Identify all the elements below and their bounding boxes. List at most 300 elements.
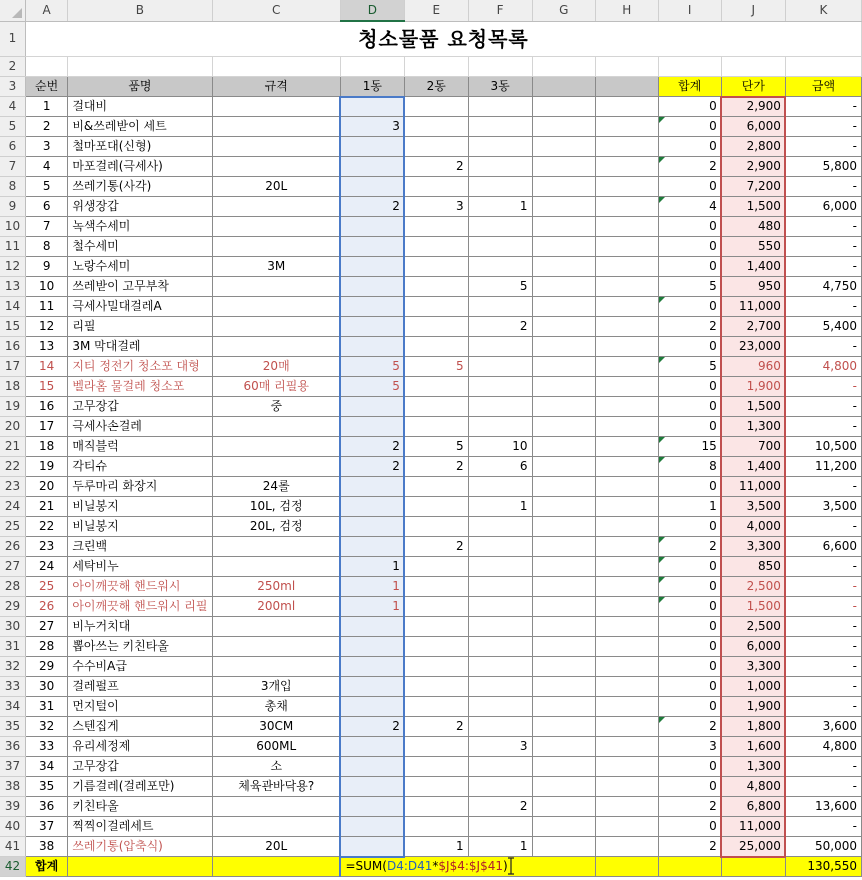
cell-g[interactable] xyxy=(532,337,596,357)
cell-g[interactable] xyxy=(532,737,596,757)
cell-unit-price[interactable]: 11,000 xyxy=(721,817,785,837)
cell-unit-price[interactable]: 950 xyxy=(721,277,785,297)
cell-spec[interactable]: 20L xyxy=(212,837,340,857)
cell-building-1[interactable]: 5 xyxy=(340,357,404,377)
row-header[interactable]: 31 xyxy=(0,637,25,657)
cell-spec[interactable] xyxy=(212,117,340,137)
cell-amount[interactable]: - xyxy=(785,617,861,637)
cell[interactable] xyxy=(785,57,861,77)
cell-sum[interactable]: 2 xyxy=(658,537,721,557)
cell-sum[interactable]: 0 xyxy=(658,757,721,777)
cell-h[interactable] xyxy=(596,297,658,317)
cell-sum[interactable]: 0 xyxy=(658,557,721,577)
row-header[interactable]: 30 xyxy=(0,617,25,637)
cell-building-3[interactable]: 1 xyxy=(468,497,532,517)
cell-building-1[interactable]: 1 xyxy=(340,597,404,617)
cell-sum[interactable]: 0 xyxy=(658,617,721,637)
cell[interactable] xyxy=(404,57,468,77)
row-header[interactable]: 8 xyxy=(0,177,25,197)
cell-amount[interactable]: 6,600 xyxy=(785,537,861,557)
cell-g[interactable] xyxy=(532,757,596,777)
cell-building-1[interactable] xyxy=(340,777,404,797)
cell-unit-price[interactable]: 11,000 xyxy=(721,477,785,497)
cell-no[interactable]: 38 xyxy=(25,837,67,857)
cell-spec[interactable] xyxy=(212,137,340,157)
cell-item-name[interactable]: 지티 정전기 청소포 대형 xyxy=(68,357,212,377)
cell-item-name[interactable]: 3M 막대걸레 xyxy=(68,337,212,357)
cell-unit-price[interactable]: 480 xyxy=(721,217,785,237)
cell-building-2[interactable] xyxy=(404,517,468,537)
cell-amount[interactable]: 6,000 xyxy=(785,197,861,217)
cell-building-1[interactable] xyxy=(340,237,404,257)
cell-g[interactable] xyxy=(532,657,596,677)
cell-h[interactable] xyxy=(596,277,658,297)
row-header[interactable]: 5 xyxy=(0,117,25,137)
header-unit-price[interactable]: 단가 xyxy=(721,77,785,97)
cell-building-1[interactable] xyxy=(340,637,404,657)
cell-h[interactable] xyxy=(596,117,658,137)
cell-no[interactable]: 34 xyxy=(25,757,67,777)
cell-no[interactable]: 7 xyxy=(25,217,67,237)
cell-building-1[interactable] xyxy=(340,257,404,277)
cell-building-2[interactable]: 1 xyxy=(404,837,468,857)
cell-amount[interactable]: - xyxy=(785,117,861,137)
row-header[interactable]: 41 xyxy=(0,837,25,857)
cell-spec[interactable] xyxy=(212,817,340,837)
cell-item-name[interactable]: 매직블럭 xyxy=(68,437,212,457)
cell-building-3[interactable] xyxy=(468,777,532,797)
cell-no[interactable]: 23 xyxy=(25,537,67,557)
cell-building-2[interactable]: 2 xyxy=(404,537,468,557)
cell-unit-price[interactable]: 6,000 xyxy=(721,117,785,137)
cell-building-2[interactable] xyxy=(404,577,468,597)
cell-amount[interactable]: - xyxy=(785,657,861,677)
cell-item-name[interactable]: 극세사밀대걸레A xyxy=(68,297,212,317)
cell-no[interactable]: 19 xyxy=(25,457,67,477)
row-header[interactable]: 10 xyxy=(0,217,25,237)
cell-building-3[interactable] xyxy=(468,517,532,537)
cell-h[interactable] xyxy=(596,317,658,337)
cell-spec[interactable] xyxy=(212,97,340,117)
cell-h[interactable] xyxy=(596,737,658,757)
cell-g[interactable] xyxy=(532,777,596,797)
cell-sum[interactable]: 8 xyxy=(658,457,721,477)
cell-building-2[interactable] xyxy=(404,637,468,657)
cell-amount[interactable]: - xyxy=(785,677,861,697)
cell-sum[interactable]: 2 xyxy=(658,837,721,857)
cell-no[interactable]: 24 xyxy=(25,557,67,577)
cell-building-3[interactable]: 3 xyxy=(468,737,532,757)
cell-spec[interactable]: 250ml xyxy=(212,577,340,597)
row-header[interactable]: 17 xyxy=(0,357,25,377)
row-header[interactable]: 23 xyxy=(0,477,25,497)
cell-sum[interactable]: 0 xyxy=(658,657,721,677)
cell-building-1[interactable] xyxy=(340,177,404,197)
cell-item-name[interactable]: 쓰레기통(압축식) xyxy=(68,837,212,857)
cell-g[interactable] xyxy=(532,217,596,237)
cell-building-2[interactable] xyxy=(404,817,468,837)
cell-building-2[interactable] xyxy=(404,797,468,817)
cell-spec[interactable] xyxy=(212,637,340,657)
cell-amount[interactable]: 11,200 xyxy=(785,457,861,477)
cell-building-1[interactable] xyxy=(340,697,404,717)
cell-h[interactable] xyxy=(596,357,658,377)
cell-g[interactable] xyxy=(532,837,596,857)
cell-amount[interactable]: - xyxy=(785,137,861,157)
row-header[interactable]: 35 xyxy=(0,717,25,737)
cell-g[interactable] xyxy=(532,317,596,337)
cell-g[interactable] xyxy=(532,697,596,717)
row-header[interactable]: 19 xyxy=(0,397,25,417)
row-header[interactable]: 14 xyxy=(0,297,25,317)
cell-building-3[interactable] xyxy=(468,597,532,617)
row-header[interactable]: 32 xyxy=(0,657,25,677)
column-header-d[interactable]: D xyxy=(340,0,404,21)
cell-building-3[interactable] xyxy=(468,757,532,777)
row-header[interactable]: 21 xyxy=(0,437,25,457)
cell-building-2[interactable] xyxy=(404,377,468,397)
cell-no[interactable]: 20 xyxy=(25,477,67,497)
cell-g[interactable] xyxy=(532,137,596,157)
cell-g[interactable] xyxy=(532,97,596,117)
cell-amount[interactable]: - xyxy=(785,417,861,437)
cell-building-3[interactable] xyxy=(468,117,532,137)
cell-amount[interactable]: - xyxy=(785,597,861,617)
cell-sum[interactable]: 0 xyxy=(658,117,721,137)
cell[interactable] xyxy=(212,57,340,77)
cell-building-1[interactable]: 1 xyxy=(340,577,404,597)
cell-h[interactable] xyxy=(596,457,658,477)
cell-unit-price[interactable]: 1,400 xyxy=(721,457,785,477)
cell-g[interactable] xyxy=(532,537,596,557)
cell-sum[interactable]: 0 xyxy=(658,597,721,617)
cell-spec[interactable] xyxy=(212,217,340,237)
cell-spec[interactable]: 중 xyxy=(212,397,340,417)
cell-item-name[interactable]: 철수세미 xyxy=(68,237,212,257)
cell-spec[interactable] xyxy=(212,337,340,357)
cell-unit-price[interactable]: 4,000 xyxy=(721,517,785,537)
cell-building-2[interactable] xyxy=(404,657,468,677)
row-header[interactable]: 1 xyxy=(0,21,25,57)
cell[interactable] xyxy=(721,857,785,877)
cell-unit-price[interactable]: 1,900 xyxy=(721,697,785,717)
cell-sum[interactable]: 0 xyxy=(658,417,721,437)
cell-sum[interactable]: 0 xyxy=(658,237,721,257)
cell-h[interactable] xyxy=(596,257,658,277)
cell-g[interactable] xyxy=(532,437,596,457)
cell-building-2[interactable]: 2 xyxy=(404,457,468,477)
cell-no[interactable]: 2 xyxy=(25,117,67,137)
row-header[interactable]: 38 xyxy=(0,777,25,797)
cell-amount[interactable]: 5,400 xyxy=(785,317,861,337)
cell-building-2[interactable] xyxy=(404,337,468,357)
cell-no[interactable]: 6 xyxy=(25,197,67,217)
cell-no[interactable]: 30 xyxy=(25,677,67,697)
row-header[interactable]: 20 xyxy=(0,417,25,437)
cell-spec[interactable] xyxy=(212,417,340,437)
cell-h[interactable] xyxy=(596,777,658,797)
header-blank-g[interactable] xyxy=(532,77,596,97)
cell-h[interactable] xyxy=(596,197,658,217)
cell-building-3[interactable] xyxy=(468,537,532,557)
cell-spec[interactable]: 24롤 xyxy=(212,477,340,497)
cell-building-1[interactable] xyxy=(340,97,404,117)
cell-building-3[interactable] xyxy=(468,337,532,357)
cell-spec[interactable]: 총채 xyxy=(212,697,340,717)
cell-item-name[interactable]: 뽑아쓰는 키친타올 xyxy=(68,637,212,657)
cell-building-2[interactable] xyxy=(404,317,468,337)
cell-h[interactable] xyxy=(596,417,658,437)
column-header-b[interactable]: B xyxy=(68,0,212,21)
cell-item-name[interactable]: 쓰레받이 고무부착 xyxy=(68,277,212,297)
cell-item-name[interactable]: 아이깨끗해 핸드워시 리필 xyxy=(68,597,212,617)
cell-amount[interactable]: - xyxy=(785,637,861,657)
cell-no[interactable]: 5 xyxy=(25,177,67,197)
cell-building-3[interactable]: 6 xyxy=(468,457,532,477)
cell-no[interactable]: 1 xyxy=(25,97,67,117)
cell-amount[interactable]: 3,500 xyxy=(785,497,861,517)
cell-spec[interactable] xyxy=(212,657,340,677)
row-header[interactable]: 28 xyxy=(0,577,25,597)
cell-sum[interactable]: 0 xyxy=(658,177,721,197)
cell-building-1[interactable] xyxy=(340,477,404,497)
cell-building-3[interactable] xyxy=(468,577,532,597)
column-header-h[interactable]: H xyxy=(596,0,658,21)
cell[interactable] xyxy=(468,57,532,77)
cell[interactable] xyxy=(212,857,340,877)
cell-building-2[interactable]: 5 xyxy=(404,357,468,377)
cell-g[interactable] xyxy=(532,417,596,437)
cell-building-3[interactable] xyxy=(468,217,532,237)
cell-building-3[interactable] xyxy=(468,557,532,577)
cell-item-name[interactable]: 유리세정제 xyxy=(68,737,212,757)
cell-no[interactable]: 22 xyxy=(25,517,67,537)
cell-building-1[interactable]: 2 xyxy=(340,437,404,457)
cell-h[interactable] xyxy=(596,217,658,237)
cell-building-2[interactable] xyxy=(404,277,468,297)
row-header[interactable]: 6 xyxy=(0,137,25,157)
cell-sum[interactable]: 5 xyxy=(658,277,721,297)
cell-building-3[interactable]: 2 xyxy=(468,317,532,337)
row-header[interactable]: 37 xyxy=(0,757,25,777)
cell-sum[interactable]: 2 xyxy=(658,797,721,817)
cell-unit-price[interactable]: 550 xyxy=(721,237,785,257)
cell-unit-price[interactable]: 2,900 xyxy=(721,157,785,177)
cell-no[interactable]: 31 xyxy=(25,697,67,717)
cell[interactable] xyxy=(596,857,658,877)
cell-unit-price[interactable]: 1,500 xyxy=(721,197,785,217)
cell-no[interactable]: 9 xyxy=(25,257,67,277)
cell-building-3[interactable] xyxy=(468,717,532,737)
cell-amount[interactable]: - xyxy=(785,377,861,397)
cell-spec[interactable]: 3M xyxy=(212,257,340,277)
cell-item-name[interactable]: 크린백 xyxy=(68,537,212,557)
cell-building-1[interactable] xyxy=(340,517,404,537)
cell-building-1[interactable] xyxy=(340,317,404,337)
header-no[interactable]: 순번 xyxy=(25,77,67,97)
cell-building-2[interactable] xyxy=(404,137,468,157)
select-all-corner[interactable] xyxy=(0,0,25,21)
cell-amount[interactable]: 5,800 xyxy=(785,157,861,177)
cell-sum[interactable]: 0 xyxy=(658,297,721,317)
cell-amount[interactable]: 4,750 xyxy=(785,277,861,297)
cell-spec[interactable]: 600ML xyxy=(212,737,340,757)
cell-spec[interactable]: 30CM xyxy=(212,717,340,737)
cell-building-1[interactable] xyxy=(340,737,404,757)
cell-no[interactable]: 8 xyxy=(25,237,67,257)
cell-sum[interactable]: 0 xyxy=(658,137,721,157)
cell[interactable] xyxy=(340,57,404,77)
cell-sum[interactable]: 0 xyxy=(658,777,721,797)
cell-building-2[interactable] xyxy=(404,497,468,517)
cell-h[interactable] xyxy=(596,697,658,717)
cell-unit-price[interactable]: 2,900 xyxy=(721,97,785,117)
row-header[interactable]: 7 xyxy=(0,157,25,177)
cell-g[interactable] xyxy=(532,637,596,657)
header-building-3[interactable]: 3동 xyxy=(468,77,532,97)
cell-building-2[interactable]: 2 xyxy=(404,717,468,737)
cell-sum[interactable]: 4 xyxy=(658,197,721,217)
cell-unit-price[interactable]: 1,500 xyxy=(721,397,785,417)
cell-h[interactable] xyxy=(596,397,658,417)
cell-no[interactable]: 17 xyxy=(25,417,67,437)
cell-h[interactable] xyxy=(596,617,658,637)
cell-h[interactable] xyxy=(596,557,658,577)
cell-g[interactable] xyxy=(532,497,596,517)
cell-no[interactable]: 27 xyxy=(25,617,67,637)
cell-building-2[interactable] xyxy=(404,237,468,257)
cell-unit-price[interactable]: 960 xyxy=(721,357,785,377)
cell-building-2[interactable] xyxy=(404,617,468,637)
cell-building-2[interactable]: 5 xyxy=(404,437,468,457)
cell-building-2[interactable] xyxy=(404,177,468,197)
cell-no[interactable]: 15 xyxy=(25,377,67,397)
total-label[interactable]: 합계 xyxy=(25,857,67,877)
cell[interactable] xyxy=(25,57,67,77)
cell-building-2[interactable] xyxy=(404,677,468,697)
cell-unit-price[interactable]: 2,800 xyxy=(721,137,785,157)
cell-g[interactable] xyxy=(532,557,596,577)
cell-g[interactable] xyxy=(532,457,596,477)
cell-spec[interactable]: 체육관바닥용? xyxy=(212,777,340,797)
row-header[interactable]: 27 xyxy=(0,557,25,577)
cell-item-name[interactable]: 위생장갑 xyxy=(68,197,212,217)
cell-spec[interactable]: 20L, 검정 xyxy=(212,517,340,537)
cell-unit-price[interactable]: 2,700 xyxy=(721,317,785,337)
cell-building-3[interactable] xyxy=(468,177,532,197)
cell-unit-price[interactable]: 11,000 xyxy=(721,297,785,317)
cell-sum[interactable]: 1 xyxy=(658,497,721,517)
cell-building-3[interactable] xyxy=(468,477,532,497)
cell-building-2[interactable] xyxy=(404,97,468,117)
cell-item-name[interactable]: 철마포대(신형) xyxy=(68,137,212,157)
cell-no[interactable]: 10 xyxy=(25,277,67,297)
cell-g[interactable] xyxy=(532,717,596,737)
cell-item-name[interactable]: 아이깨끗해 핸드워시 xyxy=(68,577,212,597)
cell-building-2[interactable] xyxy=(404,417,468,437)
cell-amount[interactable]: - xyxy=(785,97,861,117)
cell-no[interactable]: 32 xyxy=(25,717,67,737)
cell-unit-price[interactable]: 1,900 xyxy=(721,377,785,397)
cell-building-2[interactable] xyxy=(404,557,468,577)
cell-item-name[interactable]: 비닐봉지 xyxy=(68,517,212,537)
cell-unit-price[interactable]: 6,800 xyxy=(721,797,785,817)
cell-h[interactable] xyxy=(596,137,658,157)
cell-item-name[interactable]: 마포걸레(극세사) xyxy=(68,157,212,177)
cell-spec[interactable] xyxy=(212,237,340,257)
cell-h[interactable] xyxy=(596,637,658,657)
cell-sum[interactable]: 0 xyxy=(658,397,721,417)
cell-g[interactable] xyxy=(532,237,596,257)
row-header[interactable]: 16 xyxy=(0,337,25,357)
cell-amount[interactable]: - xyxy=(785,177,861,197)
cell-no[interactable]: 18 xyxy=(25,437,67,457)
cell-amount[interactable]: 4,800 xyxy=(785,737,861,757)
cell-h[interactable] xyxy=(596,657,658,677)
cell-item-name[interactable]: 찍찍이걸레세트 xyxy=(68,817,212,837)
cell-no[interactable]: 16 xyxy=(25,397,67,417)
cell-amount[interactable]: 13,600 xyxy=(785,797,861,817)
cell-building-1[interactable] xyxy=(340,337,404,357)
sheet-title[interactable]: 청소물품 요청목록 xyxy=(25,21,861,57)
cell-item-name[interactable]: 수수비A급 xyxy=(68,657,212,677)
cell-item-name[interactable]: 기름걸레(걸레포만) xyxy=(68,777,212,797)
row-header[interactable]: 13 xyxy=(0,277,25,297)
cell-building-1[interactable]: 1 xyxy=(340,557,404,577)
cell-unit-price[interactable]: 23,000 xyxy=(721,337,785,357)
header-name[interactable]: 품명 xyxy=(68,77,212,97)
cell-unit-price[interactable]: 3,500 xyxy=(721,497,785,517)
cell-g[interactable] xyxy=(532,377,596,397)
row-header[interactable]: 39 xyxy=(0,797,25,817)
cell-amount[interactable]: - xyxy=(785,817,861,837)
cell[interactable] xyxy=(658,57,721,77)
cell-building-1[interactable] xyxy=(340,417,404,437)
row-header[interactable]: 11 xyxy=(0,237,25,257)
cell-g[interactable] xyxy=(532,597,596,617)
cell-building-1[interactable] xyxy=(340,397,404,417)
cell-item-name[interactable]: 비누거치대 xyxy=(68,617,212,637)
cell-g[interactable] xyxy=(532,197,596,217)
cell-amount[interactable]: - xyxy=(785,477,861,497)
cell-amount[interactable]: - xyxy=(785,777,861,797)
row-header[interactable]: 42 xyxy=(0,857,25,877)
cell-h[interactable] xyxy=(596,797,658,817)
cell-no[interactable]: 3 xyxy=(25,137,67,157)
cell-building-3[interactable] xyxy=(468,397,532,417)
cell-building-1[interactable]: 3 xyxy=(340,117,404,137)
header-building-2[interactable]: 2동 xyxy=(404,77,468,97)
cell-unit-price[interactable]: 6,000 xyxy=(721,637,785,657)
cell-building-2[interactable]: 3 xyxy=(404,197,468,217)
cell-no[interactable]: 26 xyxy=(25,597,67,617)
cell-g[interactable] xyxy=(532,477,596,497)
cell-g[interactable] xyxy=(532,117,596,137)
cell-building-3[interactable] xyxy=(468,697,532,717)
cell-unit-price[interactable]: 3,300 xyxy=(721,537,785,557)
cell-spec[interactable]: 3개입 xyxy=(212,677,340,697)
cell-building-3[interactable] xyxy=(468,617,532,637)
cell[interactable] xyxy=(658,857,721,877)
cell-spec[interactable] xyxy=(212,277,340,297)
cell-h[interactable] xyxy=(596,497,658,517)
cell-unit-price[interactable]: 700 xyxy=(721,437,785,457)
column-header-c[interactable]: C xyxy=(212,0,340,21)
cell-g[interactable] xyxy=(532,517,596,537)
cell-building-2[interactable] xyxy=(404,397,468,417)
cell-h[interactable] xyxy=(596,377,658,397)
cell-spec[interactable] xyxy=(212,297,340,317)
